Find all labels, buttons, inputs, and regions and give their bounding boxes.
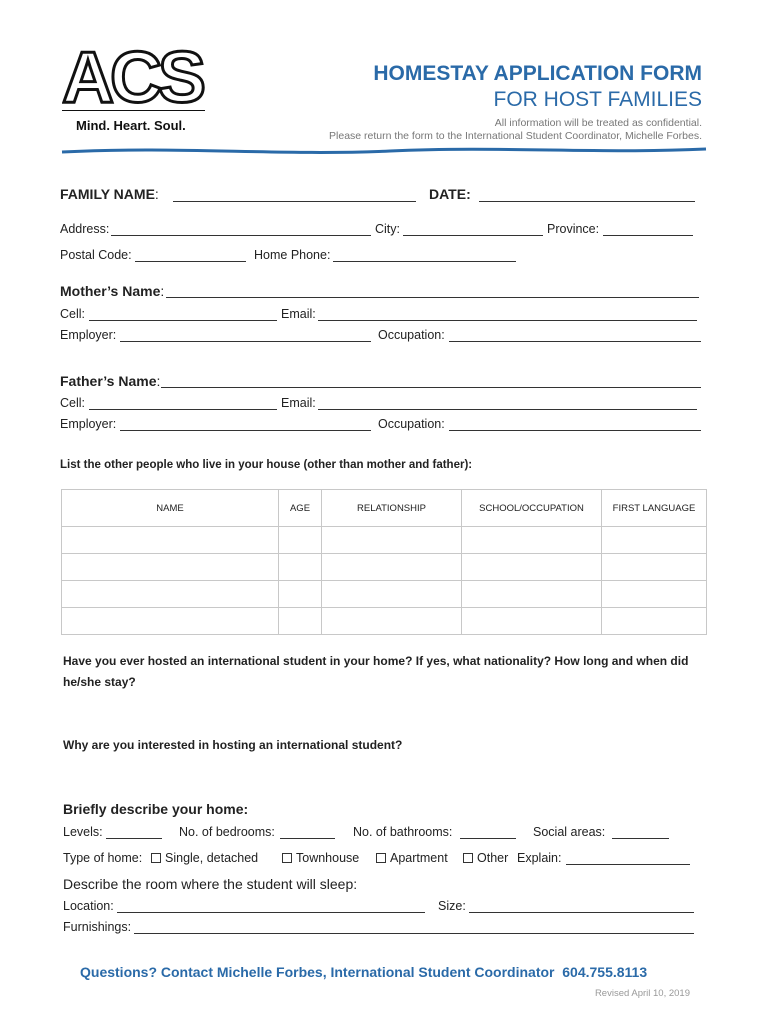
province-label: Province:	[547, 222, 600, 236]
father-cell-field[interactable]	[89, 409, 277, 410]
mother-occupation-label: Occupation:	[378, 328, 445, 342]
return-note: Please return the form to the International Student Coordinator, Michelle Forbes.	[329, 130, 702, 142]
mother-occupation-field[interactable]	[449, 341, 701, 342]
table-cell[interactable]	[279, 554, 322, 581]
other-people-table	[61, 489, 707, 635]
table-row	[62, 554, 707, 581]
table-cell[interactable]	[322, 581, 462, 608]
table-row	[62, 608, 707, 635]
table-cell[interactable]	[462, 581, 602, 608]
mother-employer-field[interactable]	[120, 341, 371, 342]
social-areas-label: Social areas:	[533, 825, 606, 839]
room-description-title: Describe the room where the student will sleep:	[63, 876, 358, 892]
date-label: DATE:	[429, 186, 471, 202]
table-cell[interactable]	[602, 608, 707, 635]
confidential-note: All information will be treated as confidential.	[494, 117, 702, 129]
mothers-name-field[interactable]	[166, 297, 699, 298]
col-school-occupation-header: SCHOOL/OCCUPATION	[462, 490, 602, 527]
col-relationship-header: RELATIONSHIP	[322, 490, 462, 527]
postal-code-label: Postal Code:	[60, 248, 132, 262]
table-cell[interactable]	[462, 608, 602, 635]
table-cell[interactable]	[322, 527, 462, 554]
option-townhouse[interactable]: Townhouse	[282, 851, 359, 865]
header-wave-divider	[60, 144, 708, 158]
location-field[interactable]	[117, 912, 425, 913]
table-cell[interactable]	[279, 608, 322, 635]
checkbox[interactable]	[282, 853, 292, 863]
col-name-header: NAME	[62, 490, 279, 527]
father-occupation-field[interactable]	[449, 430, 701, 431]
logo	[62, 40, 207, 135]
checkbox[interactable]	[463, 853, 473, 863]
option-other[interactable]: Other	[463, 851, 508, 865]
col-age-header: AGE	[279, 490, 322, 527]
page-subtitle: FOR HOST FAMILIES	[493, 88, 702, 111]
address-field[interactable]	[111, 235, 371, 236]
checkbox[interactable]	[151, 853, 161, 863]
father-employer-label: Employer:	[60, 417, 117, 431]
hosted-before-question: Have you ever hosted an international student in your home? If yes, what nationality? How long and when did he/she stay?	[63, 654, 689, 689]
explain-field[interactable]	[566, 864, 690, 865]
mother-cell-field[interactable]	[89, 320, 277, 321]
home-phone-field[interactable]	[333, 261, 516, 262]
table-row	[62, 527, 707, 554]
mothers-name-label: Mother’s Name:	[60, 283, 165, 299]
furnishings-label: Furnishings:	[63, 920, 132, 934]
father-employer-field[interactable]	[120, 430, 371, 431]
bedrooms-field[interactable]	[280, 838, 335, 839]
address-label: Address:	[60, 222, 110, 236]
interest-question: Why are you interested in hosting an international student?	[63, 738, 403, 752]
mother-email-field[interactable]	[318, 320, 697, 321]
checkbox[interactable]	[376, 853, 386, 863]
acs-logo-icon	[62, 40, 207, 112]
father-occupation-label: Occupation:	[378, 417, 445, 431]
table-cell[interactable]	[462, 527, 602, 554]
option-single-detached[interactable]: Single, detached	[151, 851, 258, 865]
contact-footer: Questions? Contact Michelle Forbes, International Student Coordinator 604.755.8113	[80, 964, 648, 980]
explain-label: Explain:	[517, 851, 562, 865]
levels-field[interactable]	[106, 838, 162, 839]
other-people-prompt: List the other people who live in your house (other than mother and father):	[60, 459, 473, 471]
social-areas-field[interactable]	[612, 838, 669, 839]
postal-code-field[interactable]	[135, 261, 246, 262]
family-name-field[interactable]	[173, 201, 416, 202]
bedrooms-label: No. of bedrooms:	[179, 825, 275, 839]
bathrooms-field[interactable]	[460, 838, 516, 839]
family-name-label: FAMILY NAME:	[60, 186, 159, 202]
city-field[interactable]	[403, 235, 543, 236]
table-header-row	[62, 490, 707, 527]
mother-employer-label: Employer:	[60, 328, 117, 342]
levels-label: Levels:	[63, 825, 103, 839]
bathrooms-label: No. of bathrooms:	[353, 825, 453, 839]
mother-cell-label: Cell:	[60, 307, 86, 321]
table-cell[interactable]	[279, 527, 322, 554]
option-apartment[interactable]: Apartment	[376, 851, 448, 865]
furnishings-field[interactable]	[134, 933, 694, 934]
table-cell[interactable]	[602, 554, 707, 581]
table-cell[interactable]	[602, 581, 707, 608]
table-cell[interactable]	[62, 554, 279, 581]
table-cell[interactable]	[322, 608, 462, 635]
home-description-title: Briefly describe your home:	[63, 801, 249, 817]
city-label: City:	[375, 222, 400, 236]
mother-email-label: Email:	[281, 307, 316, 321]
father-cell-label: Cell:	[60, 396, 86, 410]
revised-date: Revised April 10, 2019	[594, 988, 690, 999]
table-cell[interactable]	[62, 527, 279, 554]
size-field[interactable]	[469, 912, 694, 913]
province-field[interactable]	[603, 235, 693, 236]
tagline: Mind. Heart. Soul.	[76, 118, 186, 133]
col-first-language-header: FIRST LANGUAGE	[602, 490, 707, 527]
table-cell[interactable]	[602, 527, 707, 554]
fathers-name-label: Father’s Name:	[60, 373, 161, 389]
fathers-name-field[interactable]	[161, 387, 701, 388]
father-email-label: Email:	[281, 396, 316, 410]
table-cell[interactable]	[62, 581, 279, 608]
home-type-label: Type of home:	[63, 851, 143, 865]
table-cell[interactable]	[279, 581, 322, 608]
location-label: Location:	[63, 899, 114, 913]
date-field[interactable]	[479, 201, 695, 202]
table-cell[interactable]	[322, 554, 462, 581]
page-title: HOMESTAY APPLICATION FORM	[373, 62, 702, 85]
table-row	[62, 581, 707, 608]
svg-text:ACS: ACS	[62, 40, 203, 112]
father-email-field[interactable]	[318, 409, 697, 410]
home-phone-label: Home Phone:	[254, 248, 331, 262]
table-cell[interactable]	[462, 554, 602, 581]
size-label: Size:	[438, 899, 466, 913]
table-cell[interactable]	[62, 608, 279, 635]
